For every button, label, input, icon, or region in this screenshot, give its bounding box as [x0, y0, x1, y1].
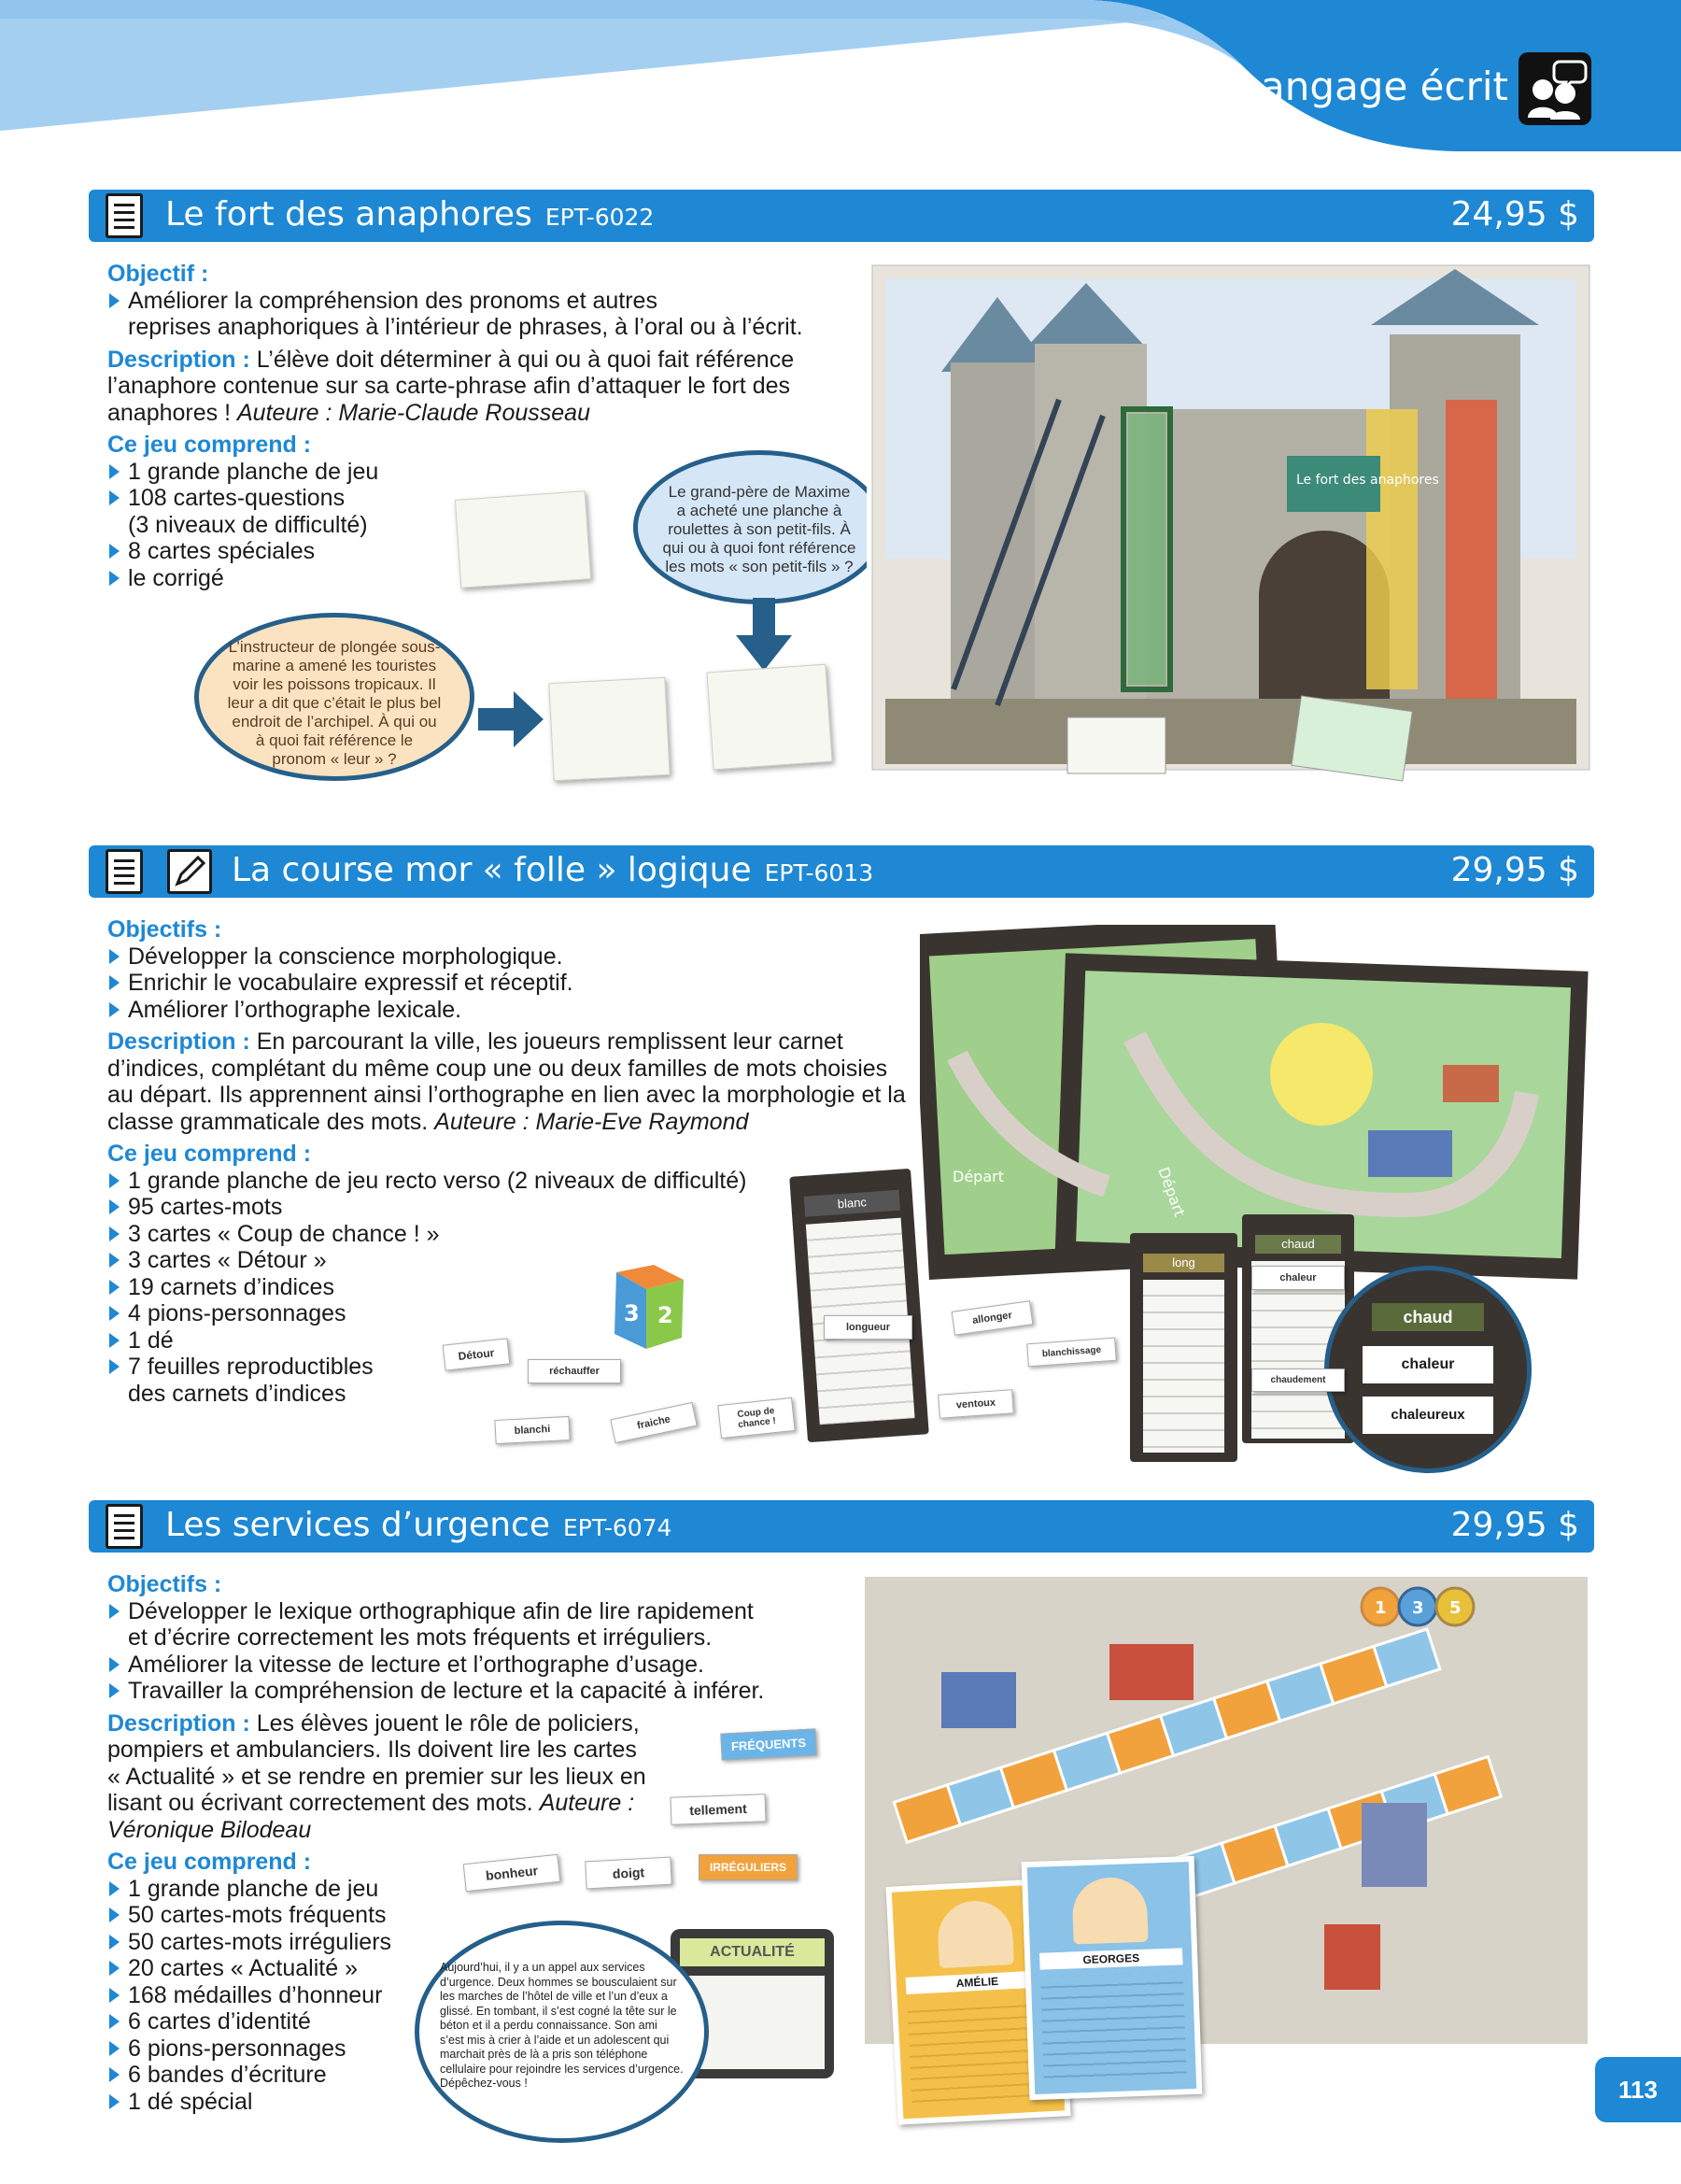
zoom-word: chaud [1372, 1303, 1484, 1331]
product-price: 29,95 $ [1450, 851, 1579, 889]
question-card [548, 677, 670, 781]
objective-item: Améliorer la compréhension des pronoms et autres [107, 288, 836, 315]
includes-item: 1 grande planche de jeu [107, 459, 836, 486]
includes-item: 108 cartes-questions [107, 485, 836, 512]
includes-item: 1 dé spécial [107, 2089, 817, 2116]
includes-item: 6 bandes d’écriture [107, 2062, 817, 2089]
medal-number: 1 [1375, 1598, 1387, 1618]
includes-heading: Ce jeu comprend : [107, 432, 312, 458]
objective-item: Améliorer l’orthographe lexicale. [107, 997, 911, 1024]
objectives-heading: Objectifs : [107, 916, 222, 943]
includes-item: 6 cartes d’identité [107, 2008, 817, 2035]
includes-item: 6 pions-personnages [107, 2035, 817, 2063]
speech-bubble-blue: Le grand-père de Maxime a acheté une planche à roulettes à son petit-fils. À qui ou à quoi font référence les mots « son petit-fils » ? [633, 450, 885, 604]
word-chip: tellement [671, 1794, 767, 1825]
author: Auteure : Marie-Eve Raymond [434, 1108, 749, 1135]
actualite-label: ACTUALITÉ [680, 1938, 825, 1966]
product-bar-fort-anaphores [89, 190, 1594, 242]
includes-item: 50 cartes-mots irréguliers [107, 1929, 817, 1956]
word-chip-irreguliers: IRRÉGULIERS [699, 1854, 798, 1880]
id-card-georges [1022, 1856, 1203, 2100]
castle-game-board [867, 260, 1595, 783]
id-card-name: AMÉLIE [906, 1970, 1050, 1994]
includes-item: le corrigé [107, 565, 836, 592]
description-label: Description : [107, 1028, 250, 1055]
includes-item: 95 cartes-mots [107, 1194, 911, 1221]
word-chip: réchauffer [528, 1359, 621, 1383]
word-chip: fraiche [610, 1402, 697, 1443]
description-text: L’élève doit déterminer à qui ou à quoi fait référence l’anaphore contenue sur sa carte-phrase afin d’attaquer le fort des anaphores ! [107, 346, 795, 426]
zoom-word: chaleur [1363, 1346, 1493, 1383]
speech-bubble-orange: L’instructeur de plongée sous-marine a amené les touristes voir les poissons tropicaux. Il leur a dit que c’était le plus bel endroit de l’archipel. À qui ou à quoi fait référence le pronom « leur » ? [194, 613, 474, 781]
word-chip-frequents: FRÉQUENTS [720, 1728, 816, 1760]
die-face: 2 [657, 1302, 673, 1328]
objective-item-cont: reprises anaphoriques à l’intérieur de phrases, à l’oral ou à l’écrit. [128, 314, 803, 340]
die-icon [598, 1263, 686, 1352]
word-chip: ventoux [938, 1389, 1014, 1419]
section-title: Langage écrit [1238, 64, 1508, 109]
objective-item: Améliorer la vitesse de lecture et l’orthographe d’usage. [107, 1652, 817, 1679]
objective-item: Enrichir le vocabulaire expressif et réceptif. [107, 970, 911, 997]
word-chip: allonger [952, 1300, 1034, 1336]
product-title: Les services d’urgence [165, 1506, 550, 1544]
actualite-bubble: Aujourd’hui, il y a un appel aux services d’urgence. Deux hommes se bousculaient sur les marches de l’hôtel de ville et l’un d’eux a glissé. En tombant, il s’est cogné la tête sur le béton et il a perdu connaissance. Son ami s’est mis à crier à l’aide et un adolescent qui marchait près de là a pris son téléphone cellulaire pour rejoindre les services d’urgence. Dépêchez-vous ! [415, 1921, 709, 2143]
includes-heading: Ce jeu comprend : [107, 1849, 312, 1875]
includes-item-cont: (3 niveaux de difficulté) [128, 511, 368, 538]
objective-item: Travailler la compréhension de lecture et la capacité à inférer. [107, 1678, 817, 1705]
right-arrow-icon [478, 691, 544, 747]
includes-item: 20 cartes « Actualité » [107, 1955, 817, 1982]
product-price: 24,95 $ [1450, 195, 1579, 234]
includes-item-cont: des carnets d’indices [128, 1380, 346, 1407]
notebook-word: chaud [1255, 1235, 1341, 1254]
product-code: EPT-6013 [764, 859, 874, 886]
word-chip: doigt [585, 1857, 671, 1890]
product-code: EPT-6074 [562, 1514, 672, 1541]
includes-item: 1 grande planche de jeu [107, 1876, 817, 1903]
document-icon [106, 1504, 143, 1549]
question-card [706, 664, 832, 771]
includes-item: 1 dé [107, 1327, 911, 1354]
word-chip: chaudement [1251, 1369, 1345, 1392]
word-chip: Détour [443, 1338, 511, 1370]
clue-notebook-blanc [789, 1169, 929, 1442]
description-label: Description : [107, 346, 250, 373]
includes-item: 168 médailles d’honneur [107, 1982, 817, 2009]
objective-item: Développer le lexique orthographique afin de lire rapidement [107, 1598, 817, 1625]
includes-item: 19 carnets d’indices [107, 1274, 911, 1301]
page-number: 113 [1595, 2057, 1681, 2122]
description-label: Description : [107, 1709, 250, 1737]
product-2-text [107, 916, 911, 1407]
notebook-zoom-circle [1324, 1266, 1532, 1473]
includes-item: 50 cartes-mots fréquents [107, 1902, 817, 1929]
description-text: Les élèves jouent le rôle de policiers, pompiers et ambulanciers. Ils doivent lire les cartes « Actualité » et se rendre en premier sur les lieux en lisant ou écrivant correctement des mots. [107, 1709, 646, 1816]
notebook-word: long [1143, 1254, 1224, 1272]
author: Auteure : Véronique Bilodeau [107, 1790, 635, 1843]
includes-heading: Ce jeu comprend : [107, 1141, 312, 1167]
zoom-word: chaleureux [1363, 1397, 1493, 1434]
includes-item: 3 cartes « Détour » [107, 1247, 911, 1274]
die-face: 3 [624, 1300, 640, 1326]
objective-item: Développer la conscience morphologique. [107, 943, 911, 971]
pencil-edit-icon [167, 849, 212, 894]
medal-number: 3 [1412, 1598, 1424, 1618]
includes-item: 4 pions-personnages [107, 1300, 911, 1327]
document-icon [106, 193, 143, 238]
board-label-depart: Départ [1154, 1164, 1189, 1220]
author: Auteure : Marie-Claude Rousseau [237, 399, 590, 426]
id-card-name: GEORGES [1039, 1948, 1183, 1969]
word-chip: blanchi [494, 1416, 570, 1444]
objective-item-cont: et d’écrire correctement les mots fréquents et irréguliers. [128, 1624, 713, 1651]
product-bar-services-urgence [89, 1500, 1594, 1553]
product-price: 29,95 $ [1450, 1506, 1579, 1544]
board-sign: Le fort des anaphores [1296, 473, 1439, 488]
two-people-speech-icon [1519, 52, 1591, 125]
includes-item: 7 feuilles reproductibles [107, 1354, 911, 1381]
product-title: Le fort des anaphores [165, 195, 532, 234]
includes-item: 3 cartes « Coup de chance ! » [107, 1221, 911, 1248]
notebook-word: blanc [804, 1190, 900, 1217]
document-icon [106, 849, 143, 894]
product-title: La course mor « folle » logique [232, 851, 752, 889]
word-chip: bonheur [463, 1854, 561, 1892]
word-chip: blanchissage [1026, 1338, 1117, 1368]
question-card [455, 490, 591, 589]
objectives-heading: Objectifs : [107, 1571, 222, 1597]
word-chip: Coup de chance ! [717, 1397, 795, 1439]
medal-number: 5 [1449, 1598, 1462, 1618]
down-arrow-icon [736, 598, 792, 673]
product-code: EPT-6022 [544, 204, 655, 231]
includes-item: 1 grande planche de jeu recto verso (2 niveaux de difficulté) [107, 1168, 911, 1195]
clue-notebook-long [1130, 1233, 1237, 1462]
word-chip: chaleur [1251, 1266, 1345, 1290]
board-label-depart: Départ [953, 1168, 1004, 1185]
word-chip: longueur [824, 1315, 912, 1340]
includes-item: 8 cartes spéciales [107, 538, 836, 565]
product-bar-course-morfollelogique [89, 845, 1594, 898]
objectives-heading: Objectif : [107, 261, 209, 287]
description-text: En parcourant la ville, les joueurs remplissent leur carnet d’indices, complétant du même coup une ou deux familles de mots choisies au départ. Ils apprennent ainsi l’orthographe en lien avec la morphologie et la classe grammaticale des mots. [107, 1028, 906, 1135]
